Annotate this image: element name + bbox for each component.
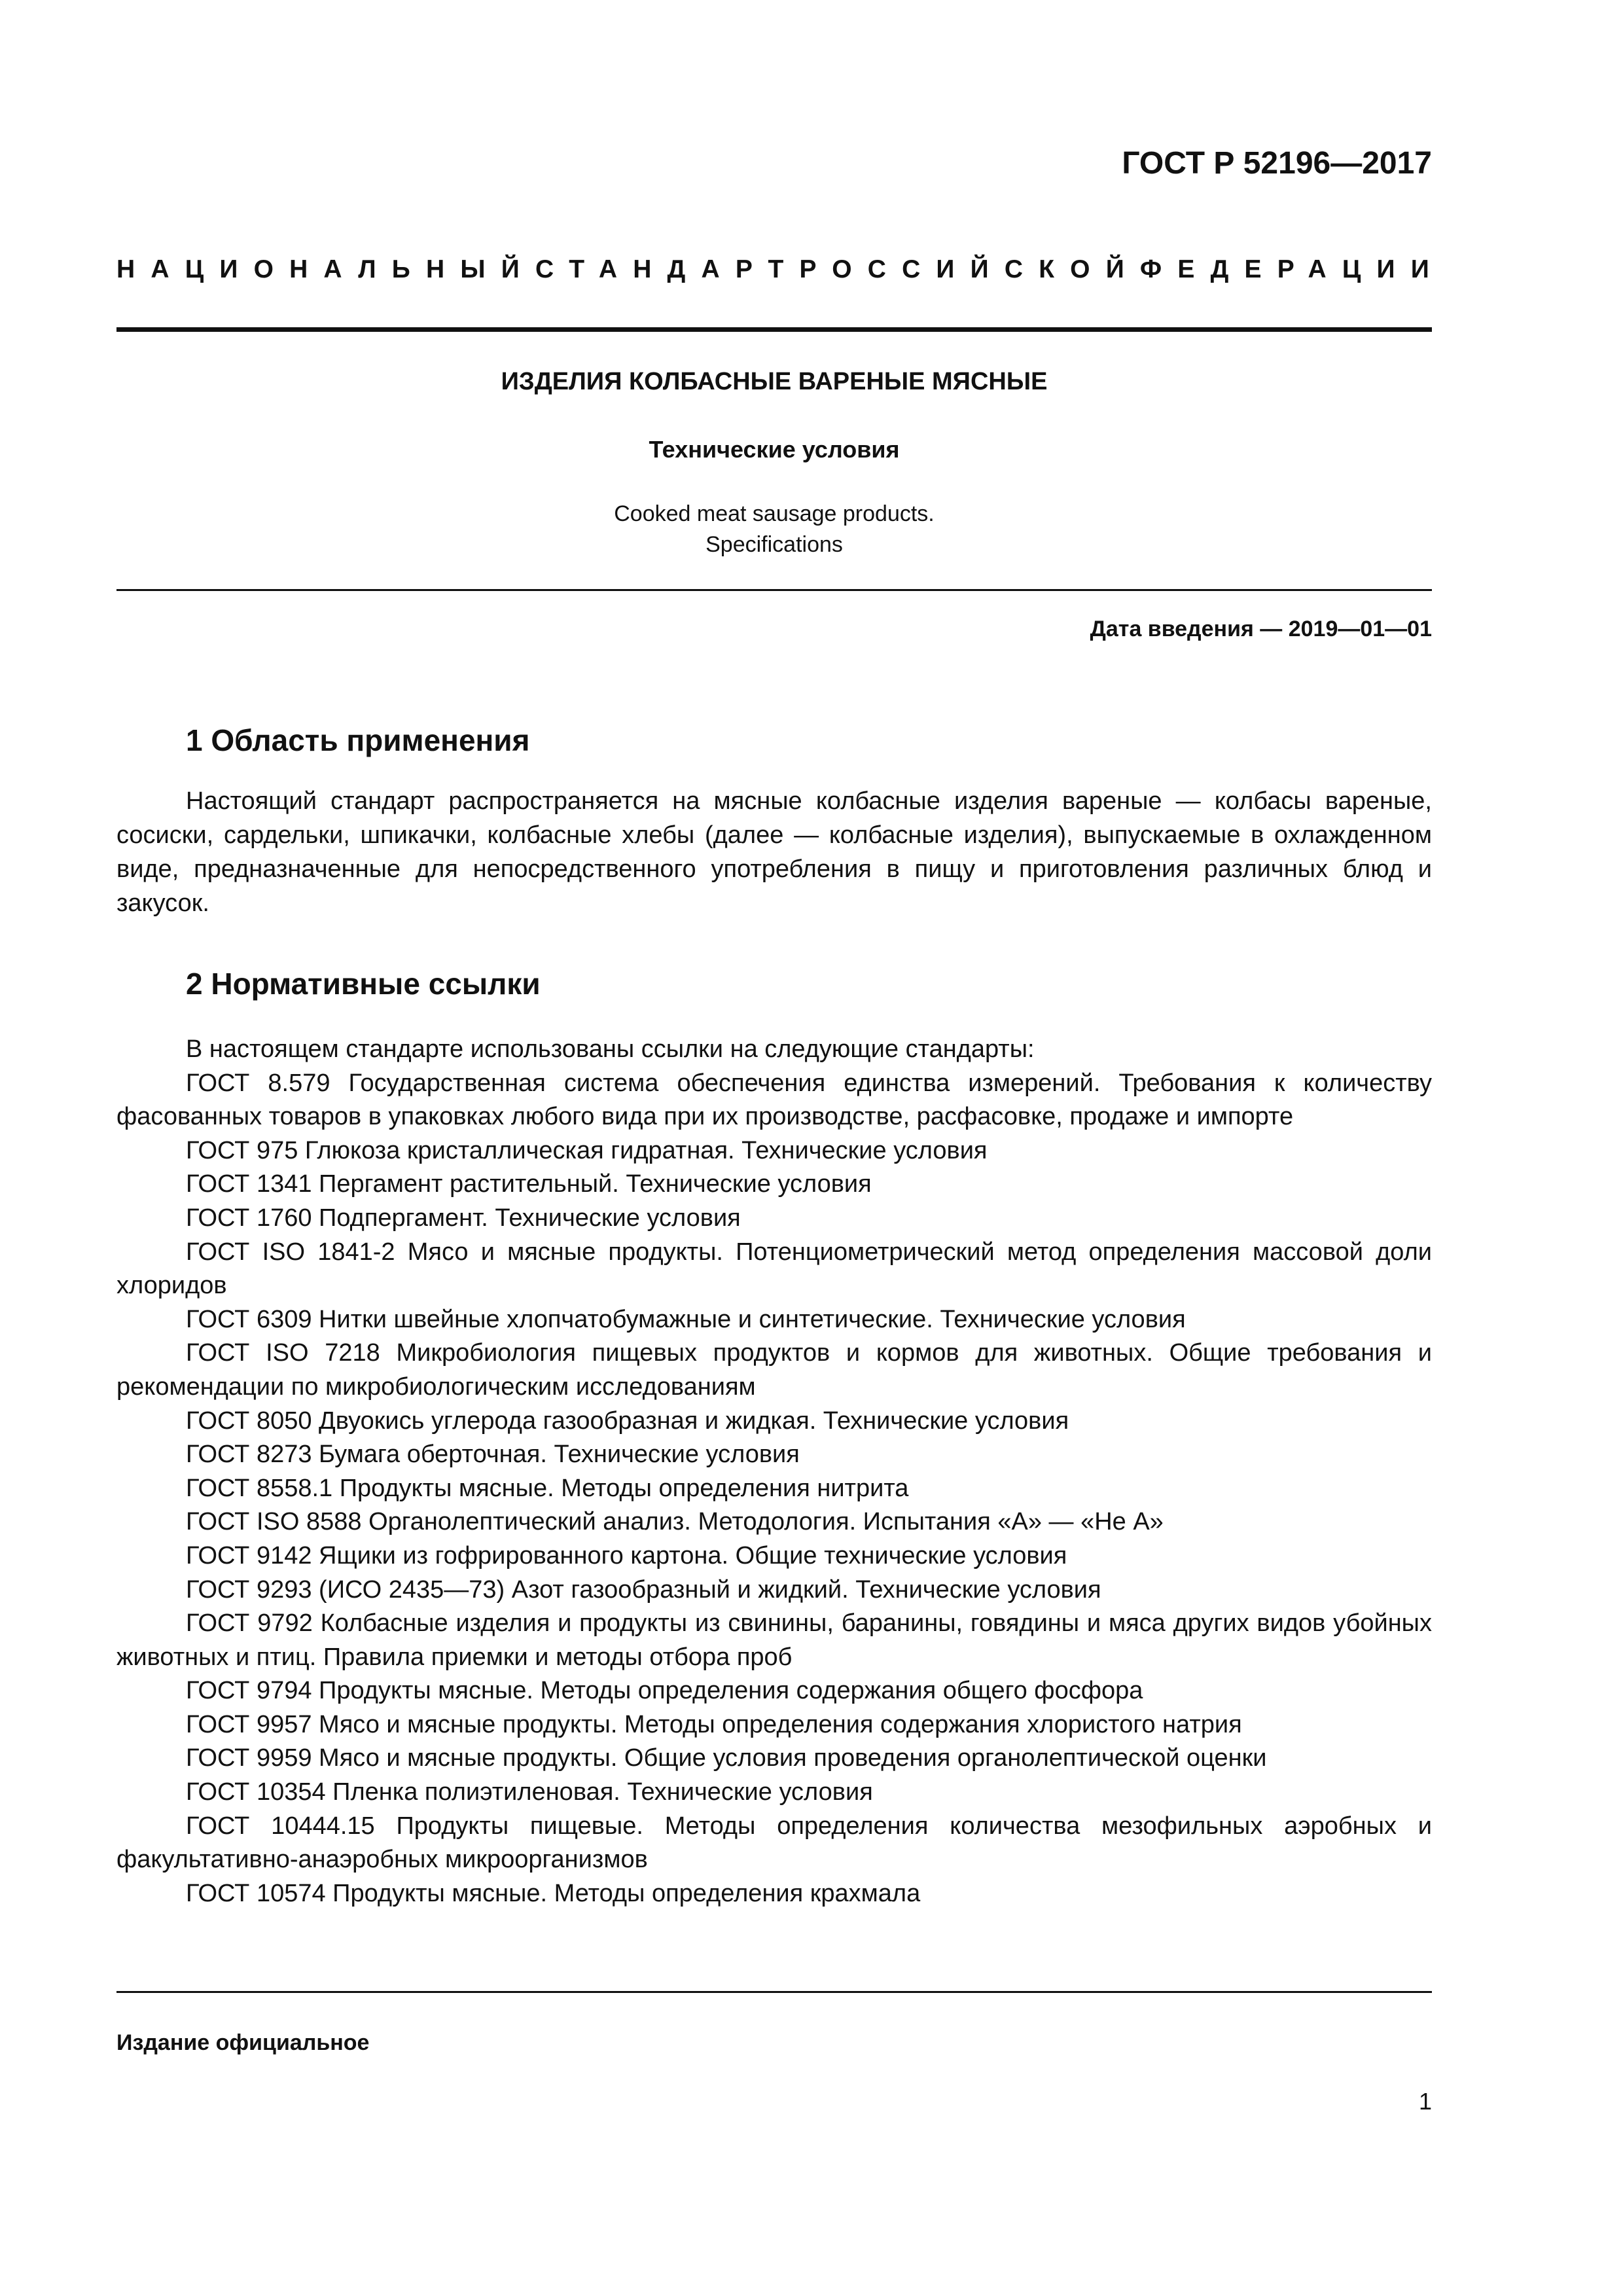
reference-item: ГОСТ 9792 Колбасные изделия и продукты из свинины, баранины, говядины и мяса других видов убойных животных и птиц. Правила приемки и методы отбора проб <box>116 1609 1432 1671</box>
english-title-line: Cooked meat sausage products. <box>614 501 935 526</box>
header-divider <box>116 327 1432 332</box>
section-1-text: Настоящий стандарт распространяется на мясные колбасные изделия вареные — колбасы вареные, сосиски, сардельки, шпикачки, колбасные хлебы (далее — колбасные изделия), выпускаемые в охлажденном виде, предназначенные для непосредственного употребления в пищу и приготовления различных блюд и закусок. <box>116 787 1432 917</box>
official-edition-note: Издание официальное <box>116 2030 370 2055</box>
reference-item: ГОСТ 9142 Ящики из гофрированного картона. Общие технические условия <box>186 1541 1067 1570</box>
banner-word: СТАНДАРТ <box>535 255 800 283</box>
document-subtitle: Технические условия <box>649 436 900 463</box>
page-number: 1 <box>1418 2088 1432 2115</box>
reference-item: ГОСТ 8.579 Государственная система обеспечения единства измерений. Требования к количеству фасованных товаров в упаковках любого вида при их производстве, расфасовке, продаже и импорте <box>116 1069 1432 1131</box>
section-2-heading: 2 Нормативные ссылки <box>186 967 541 1001</box>
reference-item: ГОСТ 9959 Мясо и мясные продукты. Общие условия проведения органолептической оценки <box>186 1744 1267 1772</box>
reference-item: В настоящем стандарте использованы ссылки на следующие стандарты: <box>186 1035 1035 1063</box>
banner-word: ФЕДЕРАЦИИ <box>1139 255 1445 283</box>
reference-item: ГОСТ 975 Глюкоза кристаллическая гидратная. Технические условия <box>186 1136 988 1164</box>
reference-item: ГОСТ 9293 (ИСО 2435—73) Азот газообразный и жидкий. Технические условия <box>186 1575 1101 1604</box>
banner-word: НАЦИОНАЛЬНЫЙ <box>116 255 535 283</box>
reference-item: ГОСТ 8050 Двуокись углерода газообразная и жидкая. Технические условия <box>186 1407 1069 1435</box>
title-divider <box>116 589 1432 591</box>
reference-item: ГОСТ 8273 Бумага оберточная. Технические условия <box>186 1441 800 1469</box>
footer-divider <box>116 1991 1432 1993</box>
standard-number: ГОСТ Р 52196—2017 <box>1122 146 1432 181</box>
banner-word: РОССИЙСКОЙ <box>799 255 1140 283</box>
reference-item: ГОСТ 6309 Нитки швейные хлопчатобумажные и синтетические. Технические условия <box>186 1305 1186 1333</box>
reference-item: ГОСТ 8558.1 Продукты мясные. Методы определения нитрита <box>186 1474 909 1502</box>
reference-item: ГОСТ 10574 Продукты мясные. Методы определения крахмала <box>186 1879 921 1907</box>
section-1-heading: 1 Область применения <box>186 723 530 757</box>
national-standard-banner <box>116 255 1445 284</box>
reference-item: ГОСТ 1760 Подпергамент. Технические условия <box>186 1204 741 1232</box>
reference-item: ГОСТ 10354 Пленка полиэтиленовая. Технические условия <box>186 1778 873 1806</box>
reference-item: ГОСТ 1341 Пергамент растительный. Технические условия <box>186 1170 872 1198</box>
reference-item: ГОСТ ISO 8588 Органолептический анализ. Методология. Испытания «А» — «Не А» <box>186 1508 1164 1536</box>
references-list <box>116 1033 1432 1910</box>
reference-item: ГОСТ ISO 7218 Микробиология пищевых продуктов и кормов для животных. Общие требования и рекомендации по микробиологическим исследованиям <box>116 1339 1432 1401</box>
introduction-date: Дата введения — 2019—01—01 <box>1090 617 1432 641</box>
reference-item: ГОСТ 9794 Продукты мясные. Методы определения содержания общего фосфора <box>186 1677 1143 1705</box>
reference-item: ГОСТ ISO 1841-2 Мясо и мясные продукты. Потенциометрический метод определения массовой доли хлоридов <box>116 1238 1432 1300</box>
document-title: ИЗДЕЛИЯ КОЛБАСНЫЕ ВАРЕНЫЕ МЯСНЫЕ <box>501 368 1048 395</box>
english-title-line: Specifications <box>705 532 843 557</box>
english-title <box>116 499 1432 560</box>
reference-item: ГОСТ 10444.15 Продукты пищевые. Методы определения количества мезофильных аэробных и факультативно-анаэробных микроорганизмов <box>116 1812 1432 1874</box>
reference-item: ГОСТ 9957 Мясо и мясные продукты. Методы определения содержания хлористого натрия <box>186 1710 1242 1738</box>
